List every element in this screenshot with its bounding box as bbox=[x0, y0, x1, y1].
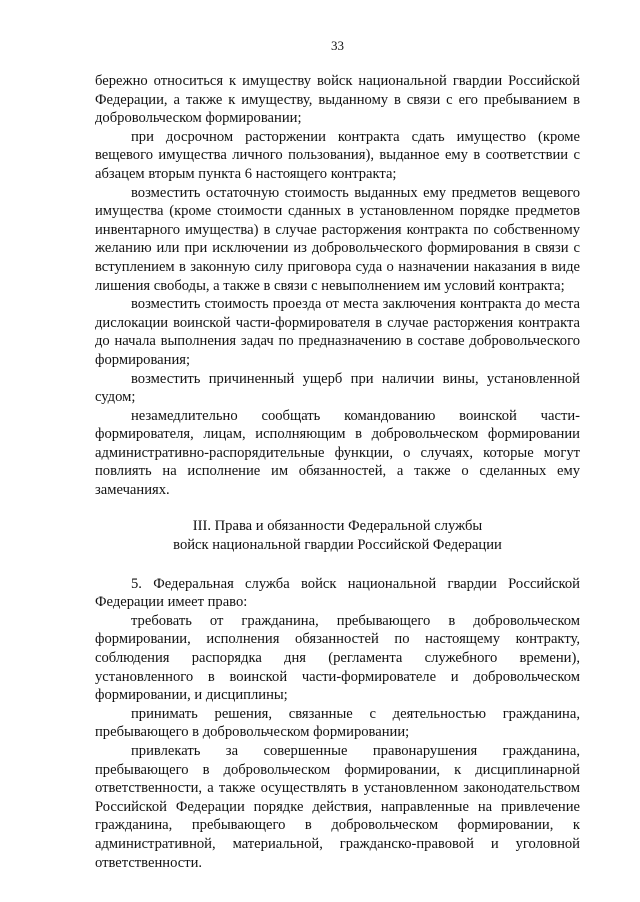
paragraph-make-decisions: принимать решения, связанные с деятельностью гражданина, пребывающего в добровольческом формировании; bbox=[95, 705, 580, 741]
section-heading-line-2: войск национальной гвардии Российской Федерации bbox=[173, 536, 502, 553]
paragraph-compensate-damage: возместить причиненный ущерб при наличии вины, установленной судом; bbox=[95, 370, 580, 406]
paragraph-reimburse-residual-value: возместить остаточную стоимость выданных ему предметов вещевого имущества (кроме стоимости сданных в установленном порядке предметов инвентарного имущества) в случае расторжения контракта по собственному желанию или при исключении из добровольческого формирования в связи с вступлением в законную силу приговора суда о назначении наказания в виде лишения свободы, а также в связи с невыполнением им условий контракта; bbox=[95, 184, 580, 294]
paragraph-return-property: при досрочном расторжении контракта сдать имущество (кроме вещевого имущества личного пользования), выданное ему в соответствии с абзацем вторым пункта 6 настоящего контракта; bbox=[95, 128, 580, 182]
section-heading bbox=[95, 517, 580, 555]
paragraph-clause-5: 5. Федеральная служба войск национальной гвардии Российской Федерации имеет право: bbox=[95, 575, 580, 611]
paragraph-report-command: незамедлительно сообщать командованию воинской части-формирователя, лицам, исполняющим в добровольческом формировании административно-распорядительные функции, о случаях, которые могут повлиять на исполнение им обязанностей, а также о сделанных ему замечаниях. bbox=[95, 407, 580, 499]
section-heading-line-1: III. Права и обязанности Федеральной службы bbox=[192, 517, 483, 534]
paragraph-reimburse-travel: возместить стоимость проезда от места заключения контракта до места дислокации воинской части-формирователя в случае расторжения контракта до начала выполнения задач по предназначению в составе добровольческого формирования; bbox=[95, 296, 580, 368]
page-number: 33 bbox=[331, 38, 344, 53]
paragraph-property-care: бережно относиться к имуществу войск национальной гвардии Российской Федерации, а также к имуществу, выданному в связи с его пребыванием в добровольческом формировании; bbox=[95, 73, 580, 127]
document-body bbox=[95, 72, 580, 872]
paragraph-require-duties: требовать от гражданина, пребывающего в добровольческом формировании, исполнения обязанностей по настоящему контракту, соблюдения распорядка дня (регламента служебного времени), установленного в воинской части-формирователе и добровольческом формировании, и дисциплины; bbox=[95, 612, 580, 704]
paragraph-hold-liable: привлекать за совершенные правонарушения гражданина, пребывающего в добровольческом формировании, к дисциплинарной ответственности, а также осуществлять в установленном законодательством Российской Федерации порядке действия, направленные на привлечение гражданина, пребывающего в добровольческом формировании, к административной, материальной, гражданско-правовой и уголовной ответственности. bbox=[95, 743, 580, 871]
